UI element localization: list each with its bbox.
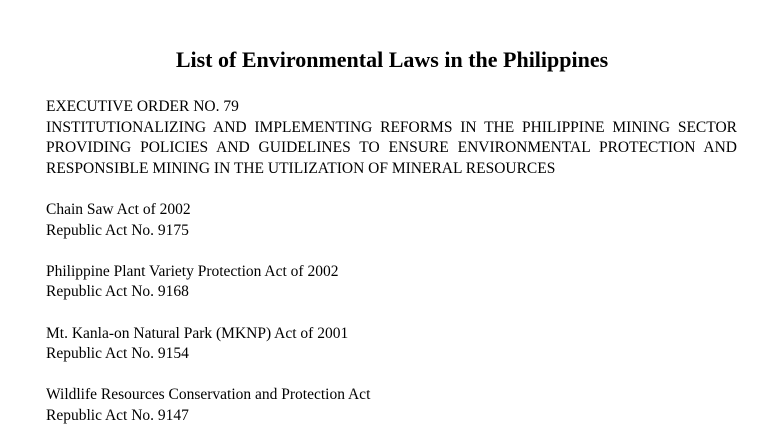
law-entry: [46, 385, 737, 426]
executive-order-description: INSTITUTIONALIZING AND IMPLEMENTING REFORMS IN THE PHILIPPINE MINING SECTOR PROVIDING POLICIES AND GUIDELINES TO ENSURE ENVIRONMENTAL PROTECTION AND RESPONSIBLE MINING IN THE UTILIZATION OF MINERAL RESOURCES: [46, 118, 737, 177]
document-body: [46, 97, 737, 441]
law-name: Wildlife Resources Conservation and Protection Act: [46, 386, 371, 404]
document-title: List of Environmental Laws in the Philippines: [175, 47, 609, 72]
law-name: Philippine Plant Variety Protection Act of 2002: [46, 262, 339, 280]
law-entry: [46, 200, 737, 241]
law-entry: [46, 324, 737, 365]
law-number: Republic Act No. 9168: [46, 283, 189, 301]
executive-order-entry: [46, 97, 737, 179]
law-name: Chain Saw Act of 2002: [46, 200, 191, 218]
law-number: Republic Act No. 9147: [46, 406, 189, 424]
executive-order-number: EXECUTIVE ORDER NO. 79: [46, 98, 239, 115]
law-number: Republic Act No. 9154: [46, 345, 189, 363]
law-entry: [46, 262, 737, 303]
law-name: Mt. Kanla-on Natural Park (MKNP) Act of 2001: [46, 324, 349, 342]
law-number: Republic Act No. 9175: [46, 221, 189, 239]
